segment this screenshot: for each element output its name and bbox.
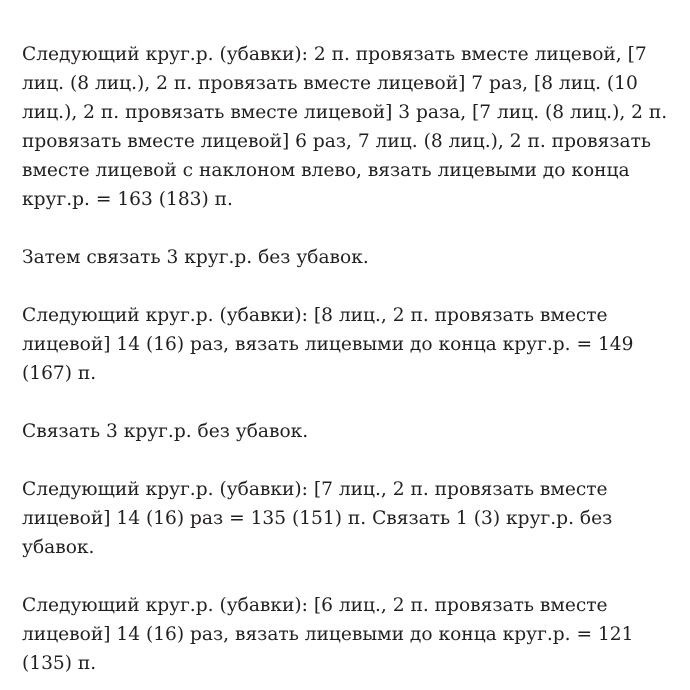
paragraph-plain-rounds-2: Связать 3 круг.р. без убавок. bbox=[22, 421, 309, 442]
paragraph-plain-rounds-1: Затем связать 3 круг.р. без убавок. bbox=[22, 247, 369, 268]
paragraph-decrease-round-1: Следующий круг.р. (убавки): 2 п. провязать вместе лицевой, [7 лиц. (8 лиц.), 2 п. провязать вместе лицевой] 7 раз, [8 лиц. (10 лиц.), 2 п. провязать вместе лицевой] 3 раза, [7 лиц. (8 лиц.), 2 п. провязать вместе лицевой] 6 раз, 7 лиц. (8 лиц.), 2 п. провязать вместе лицевой с наклоном влево, вязать лицевыми до конца круг.р. = 163 (183) п. bbox=[22, 44, 668, 210]
paragraph-decrease-round-2: Следующий круг.р. (убавки): [8 лиц., 2 п. провязать вместе лицевой] 14 (16) раз, вязать лицевыми до конца круг.р. = 149 (167) п. bbox=[22, 305, 634, 384]
knitting-instructions bbox=[22, 40, 677, 678]
paragraph-decrease-round-3: Следующий круг.р. (убавки): [7 лиц., 2 п. провязать вместе лицевой] 14 (16) раз = 135 (151) п. Связать 1 (3) круг.р. без убавок. bbox=[22, 479, 613, 558]
paragraph-decrease-round-4: Следующий круг.р. (убавки): [6 лиц., 2 п. провязать вместе лицевой] 14 (16) раз, вязать лицевыми до конца круг.р. = 121 (135) п. bbox=[22, 595, 634, 674]
